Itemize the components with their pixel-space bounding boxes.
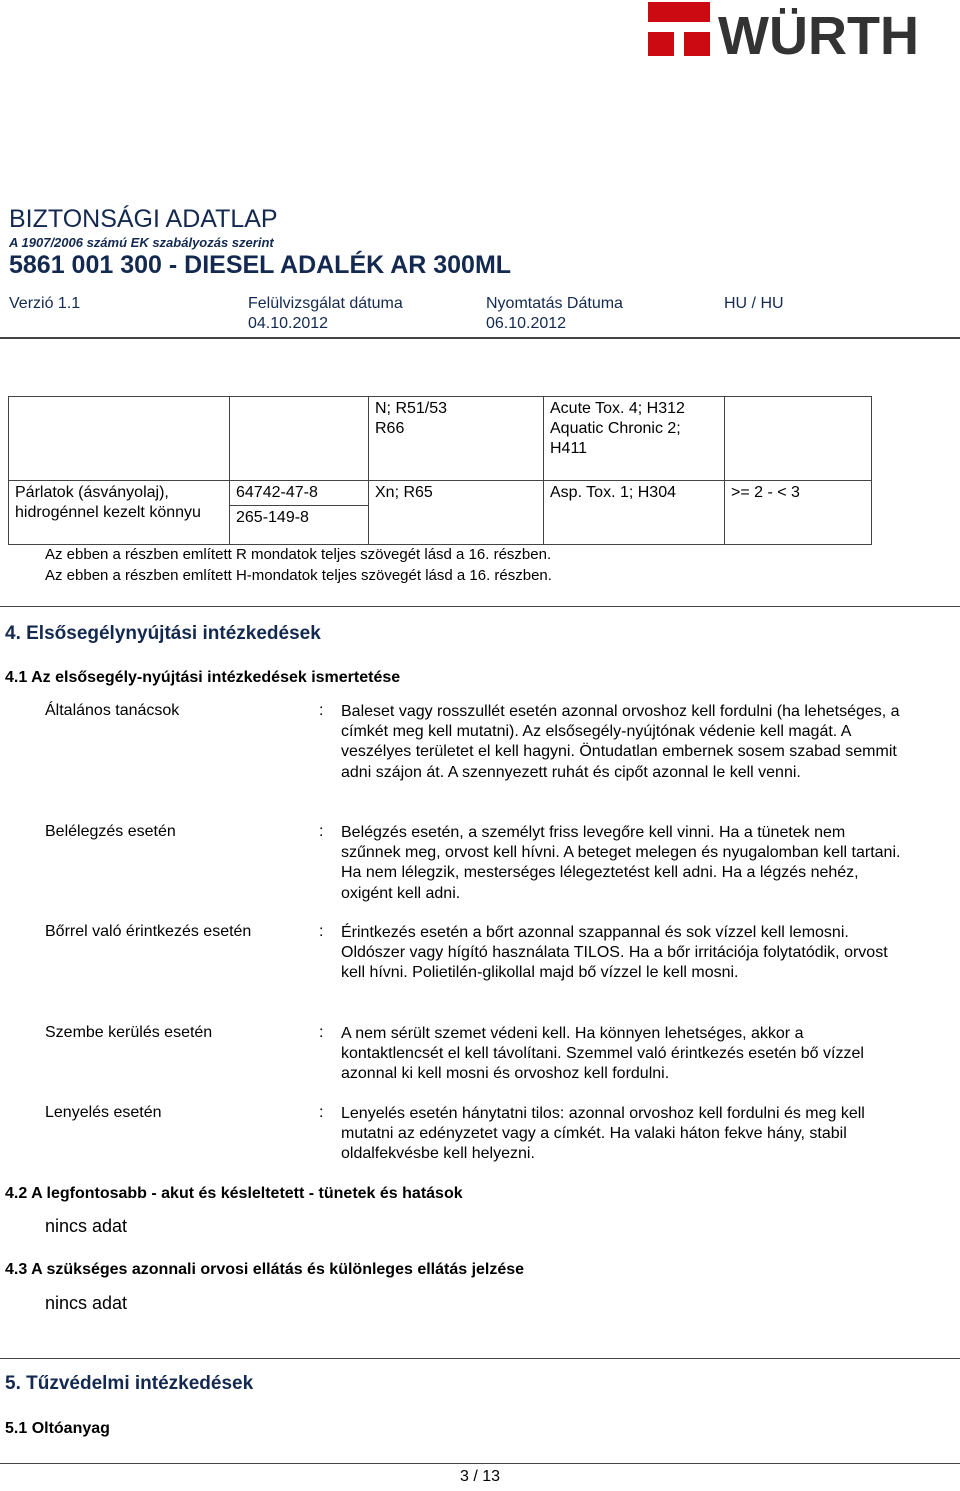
first-aid-text: Belégzés esetén, a személyt friss levegőre kell vinni. Ha a tünetek nem szűnnek meg, orvost kell hívni. A beteget melegen és nyugalomban kell tartani. Ha nem lélegzik, mesterséges lélegeztetést kell adni. Ha a légzés nehéz, oxigént kell adni. bbox=[341, 824, 901, 902]
table-row bbox=[9, 397, 872, 481]
substance-name: hidrogénnel kezelt könnyu bbox=[15, 504, 201, 521]
first-aid-text: Érintkezés esetén a bőrt azonnal szappannal és sok vízzel kell lemosni. Oldószer vagy hígító használata TILOS. Ha a bőr irritációja folytatódik, orvost kell hívni. Polietilén-glikollal majd bő vízzel le kell mosni. bbox=[341, 924, 888, 982]
first-aid-text: Lenyelés esetén hánytatni tilos: azonnal orvoshoz kell fordulni és meg kell mutatni az edényzetet vagy a címkét. Ha valaki háton fekve hány, stabil oldalfekvésbe kell helyezni. bbox=[341, 1105, 865, 1163]
colon: : bbox=[319, 923, 324, 940]
h-phrase: H411 bbox=[550, 440, 588, 457]
print-label: Nyomtatás Dátuma bbox=[486, 295, 623, 312]
first-aid-text: A nem sérült szemet védeni kell. Ha könnyen lehetséges, akkor a kontaktlencsét el kell távolítani. Szemmel való érintkezés esetén bő vízzel azonnal ki kell mosni és orvoshoz kell fordulni. bbox=[341, 1025, 864, 1083]
header-divider bbox=[0, 337, 960, 339]
ec-number: 265-149-8 bbox=[236, 509, 309, 526]
concentration: >= 2 - < 3 bbox=[725, 481, 872, 545]
cas-number: 64742-47-8 bbox=[230, 481, 368, 506]
r-phrase: Xn; R65 bbox=[369, 481, 544, 545]
no-data-text: nincs adat bbox=[45, 1293, 128, 1313]
h-phrase: Acute Tox. 4; H312 bbox=[550, 400, 685, 417]
r-phrase: R66 bbox=[375, 420, 405, 437]
h-phrase: Asp. Tox. 1; H304 bbox=[544, 481, 725, 545]
subsection-5-1: 5.1 Oltóanyag bbox=[5, 1420, 110, 1437]
section-5-title: 5. Tűzvédelmi intézkedések bbox=[5, 1373, 254, 1394]
first-aid-label: Általános tanácsok bbox=[45, 702, 180, 719]
language: HU / HU bbox=[724, 295, 784, 312]
no-data-text: nincs adat bbox=[45, 1216, 128, 1236]
footer-divider bbox=[0, 1463, 960, 1464]
r-phrase: N; R51/53 bbox=[375, 400, 448, 417]
wurth-logo bbox=[648, 0, 960, 66]
table-note: Az ebben a részben említett R mondatok teljes szövegét lásd a 16. részben. bbox=[45, 546, 552, 563]
table-note: Az ebben a részben említett H-mondatok teljes szövegét lásd a 16. részben. bbox=[45, 567, 552, 584]
wurth-logo-mark bbox=[648, 0, 960, 66]
subsection-4-3: 4.3 A szükséges azonnali orvosi ellátás és különleges ellátás jelzése bbox=[5, 1261, 525, 1278]
revision-label: Felülvizsgálat dátuma bbox=[248, 295, 403, 312]
revision-date: 04.10.2012 bbox=[248, 315, 329, 332]
logo-text: WÜRTH bbox=[718, 6, 919, 66]
colon: : bbox=[319, 702, 324, 719]
colon: : bbox=[319, 1024, 324, 1041]
section-divider bbox=[0, 606, 960, 607]
version: Verzió 1.1 bbox=[9, 295, 81, 312]
first-aid-label: Lenyelés esetén bbox=[45, 1104, 162, 1121]
colon: : bbox=[319, 1104, 324, 1121]
section-divider bbox=[0, 1358, 960, 1359]
subsection-4-2: 4.2 A legfontosabb - akut és késleltetett - tünetek és hatások bbox=[5, 1185, 463, 1202]
doc-subtitle: A 1907/2006 számú EK szabályozás szerint bbox=[9, 235, 274, 250]
product-name: 5861 001 300 - DIESEL ADALÉK AR 300ML bbox=[9, 251, 512, 279]
print-date: 06.10.2012 bbox=[486, 315, 567, 332]
composition-table bbox=[8, 396, 872, 545]
first-aid-label: Bőrrel való érintkezés esetén bbox=[45, 923, 252, 940]
doc-title: BIZTONSÁGI ADATLAP bbox=[9, 205, 278, 233]
first-aid-text: Baleset vagy rosszullét esetén azonnal orvoshoz kell fordulni (ha lehetséges, a címkét meg kell mutatni). Az elsősegély-nyújtónak védenie kell magát. A veszélyes területet el kell hagyni. Öntudatlan embernek sosem szabad semmit adni szájon át. A szennyezett ruhát és cipőt azonnal le kell venni. bbox=[341, 703, 900, 781]
h-phrase: Aquatic Chronic 2; bbox=[550, 420, 681, 437]
section-4-title: 4. Elsősegélynyújtási intézkedések bbox=[5, 623, 321, 644]
page-number: 3 / 13 bbox=[459, 1468, 501, 1485]
table-row bbox=[9, 481, 872, 545]
substance-name: Párlatok (ásványolaj), bbox=[15, 484, 169, 501]
colon: : bbox=[319, 823, 324, 840]
first-aid-label: Szembe kerülés esetén bbox=[45, 1024, 213, 1041]
subsection-4-1: 4.1 Az elsősegély-nyújtási intézkedések ismertetése bbox=[5, 669, 401, 686]
first-aid-label: Belélegzés esetén bbox=[45, 823, 176, 840]
